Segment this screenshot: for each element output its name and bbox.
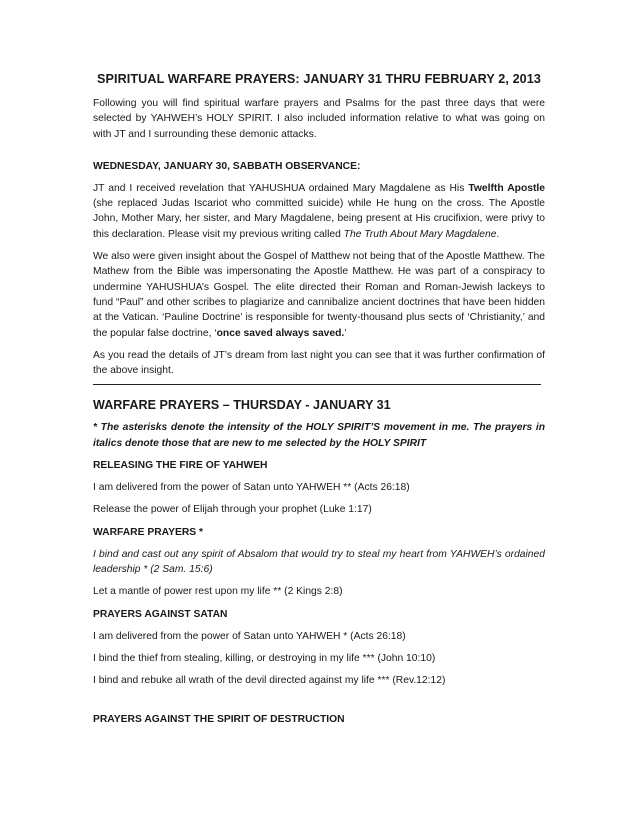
thursday-heading: WARFARE PRAYERS – THURSDAY - JANUARY 31 xyxy=(93,398,391,413)
prayer-item: Release the power of Elijah through your prophet (Luke 1:17) xyxy=(93,504,372,516)
document-page xyxy=(93,72,545,727)
prayer-item: I bind and rebuke all wrath of the devil directed against my life *** (Rev.12:12) xyxy=(93,675,446,687)
section-heading-satan: PRAYERS AGAINST SATAN xyxy=(93,608,228,620)
wednesday-paragraph-2: We also were given insight about the Gospel of Matthew not being that of the Apostle Matthew. The Mathew from the Bible was impersonating the Apostle Matthew. He was part of a conspiracy to undermine YAHUSHUA’s Gospel. The elite directed their Roman and Roman-Jewish lackeys to fund “Paul” and other scribes to plagiarize and cannibalize ancient doctrines that have been hidden at the Vatican. ‘Pauline Doctrine’ is responsible for twenty-thousand plus sects of ‘Christianity,’ and the popular false doctrine, ‘once saved always saved.’ xyxy=(93,251,545,339)
document-title: SPIRITUAL WARFARE PRAYERS: JANUARY 31 THRU FEBRUARY 2, 2013 xyxy=(97,72,541,86)
prayer-item: I bind the thief from stealing, killing, or destroying in my life *** (John 10:10) xyxy=(93,652,436,664)
section-heading-destruction: PRAYERS AGAINST THE SPIRIT OF DESTRUCTION xyxy=(93,714,345,726)
wednesday-paragraph-3: As you read the details of JT’s dream from last night you can see that it was further confirmation of the above insight. xyxy=(93,349,545,377)
prayer-item: Let a mantle of power rest upon my life ** (2 Kings 2:8) xyxy=(93,586,343,598)
section-heading-warfare: WARFARE PRAYERS * xyxy=(93,526,204,538)
prayer-item: I am delivered from the power of Satan unto YAHWEH ** (Acts 26:18) xyxy=(93,482,410,494)
prayer-item: I bind and cast out any spirit of Absalom that would try to steal my heart from YAHWEH’s ordained leadership * (2 Sam. 15:6) xyxy=(93,548,545,575)
section-heading-fire: RELEASING THE FIRE OF YAHWEH xyxy=(93,460,268,472)
intro-paragraph: Following you will find spiritual warfare prayers and Psalms for the past three days that were selected by YAHWEH’s HOLY SPIRIT. I also included information relative to what was going on with JT and I surrounding these demonic attacks. xyxy=(93,98,545,140)
wednesday-heading: WEDNESDAY, JANUARY 30, SABBATH OBSERVANCE: xyxy=(93,160,361,172)
prayer-item: I am delivered from the power of Satan unto YAHWEH * (Acts 26:18) xyxy=(93,630,406,642)
asterisk-note: * The asterisks denote the intensity of the HOLY SPIRIT’S movement in me. The prayers in italics denote those that are new to me selected by the HOLY SPIRIT xyxy=(93,422,545,449)
wednesday-paragraph-1: JT and I received revelation that YAHUSHUA ordained Mary Magdalene as His Twelfth Apostle (she replaced Judas Iscariot who committed suicide) while He hung on the cross. The Apostle John, Mother Mary, her sister, and Mary Magdalene, being present at His crucifixion, were privy to this declaration. Please visit my previous writing called The Truth About Mary Magdalene. xyxy=(93,182,546,240)
